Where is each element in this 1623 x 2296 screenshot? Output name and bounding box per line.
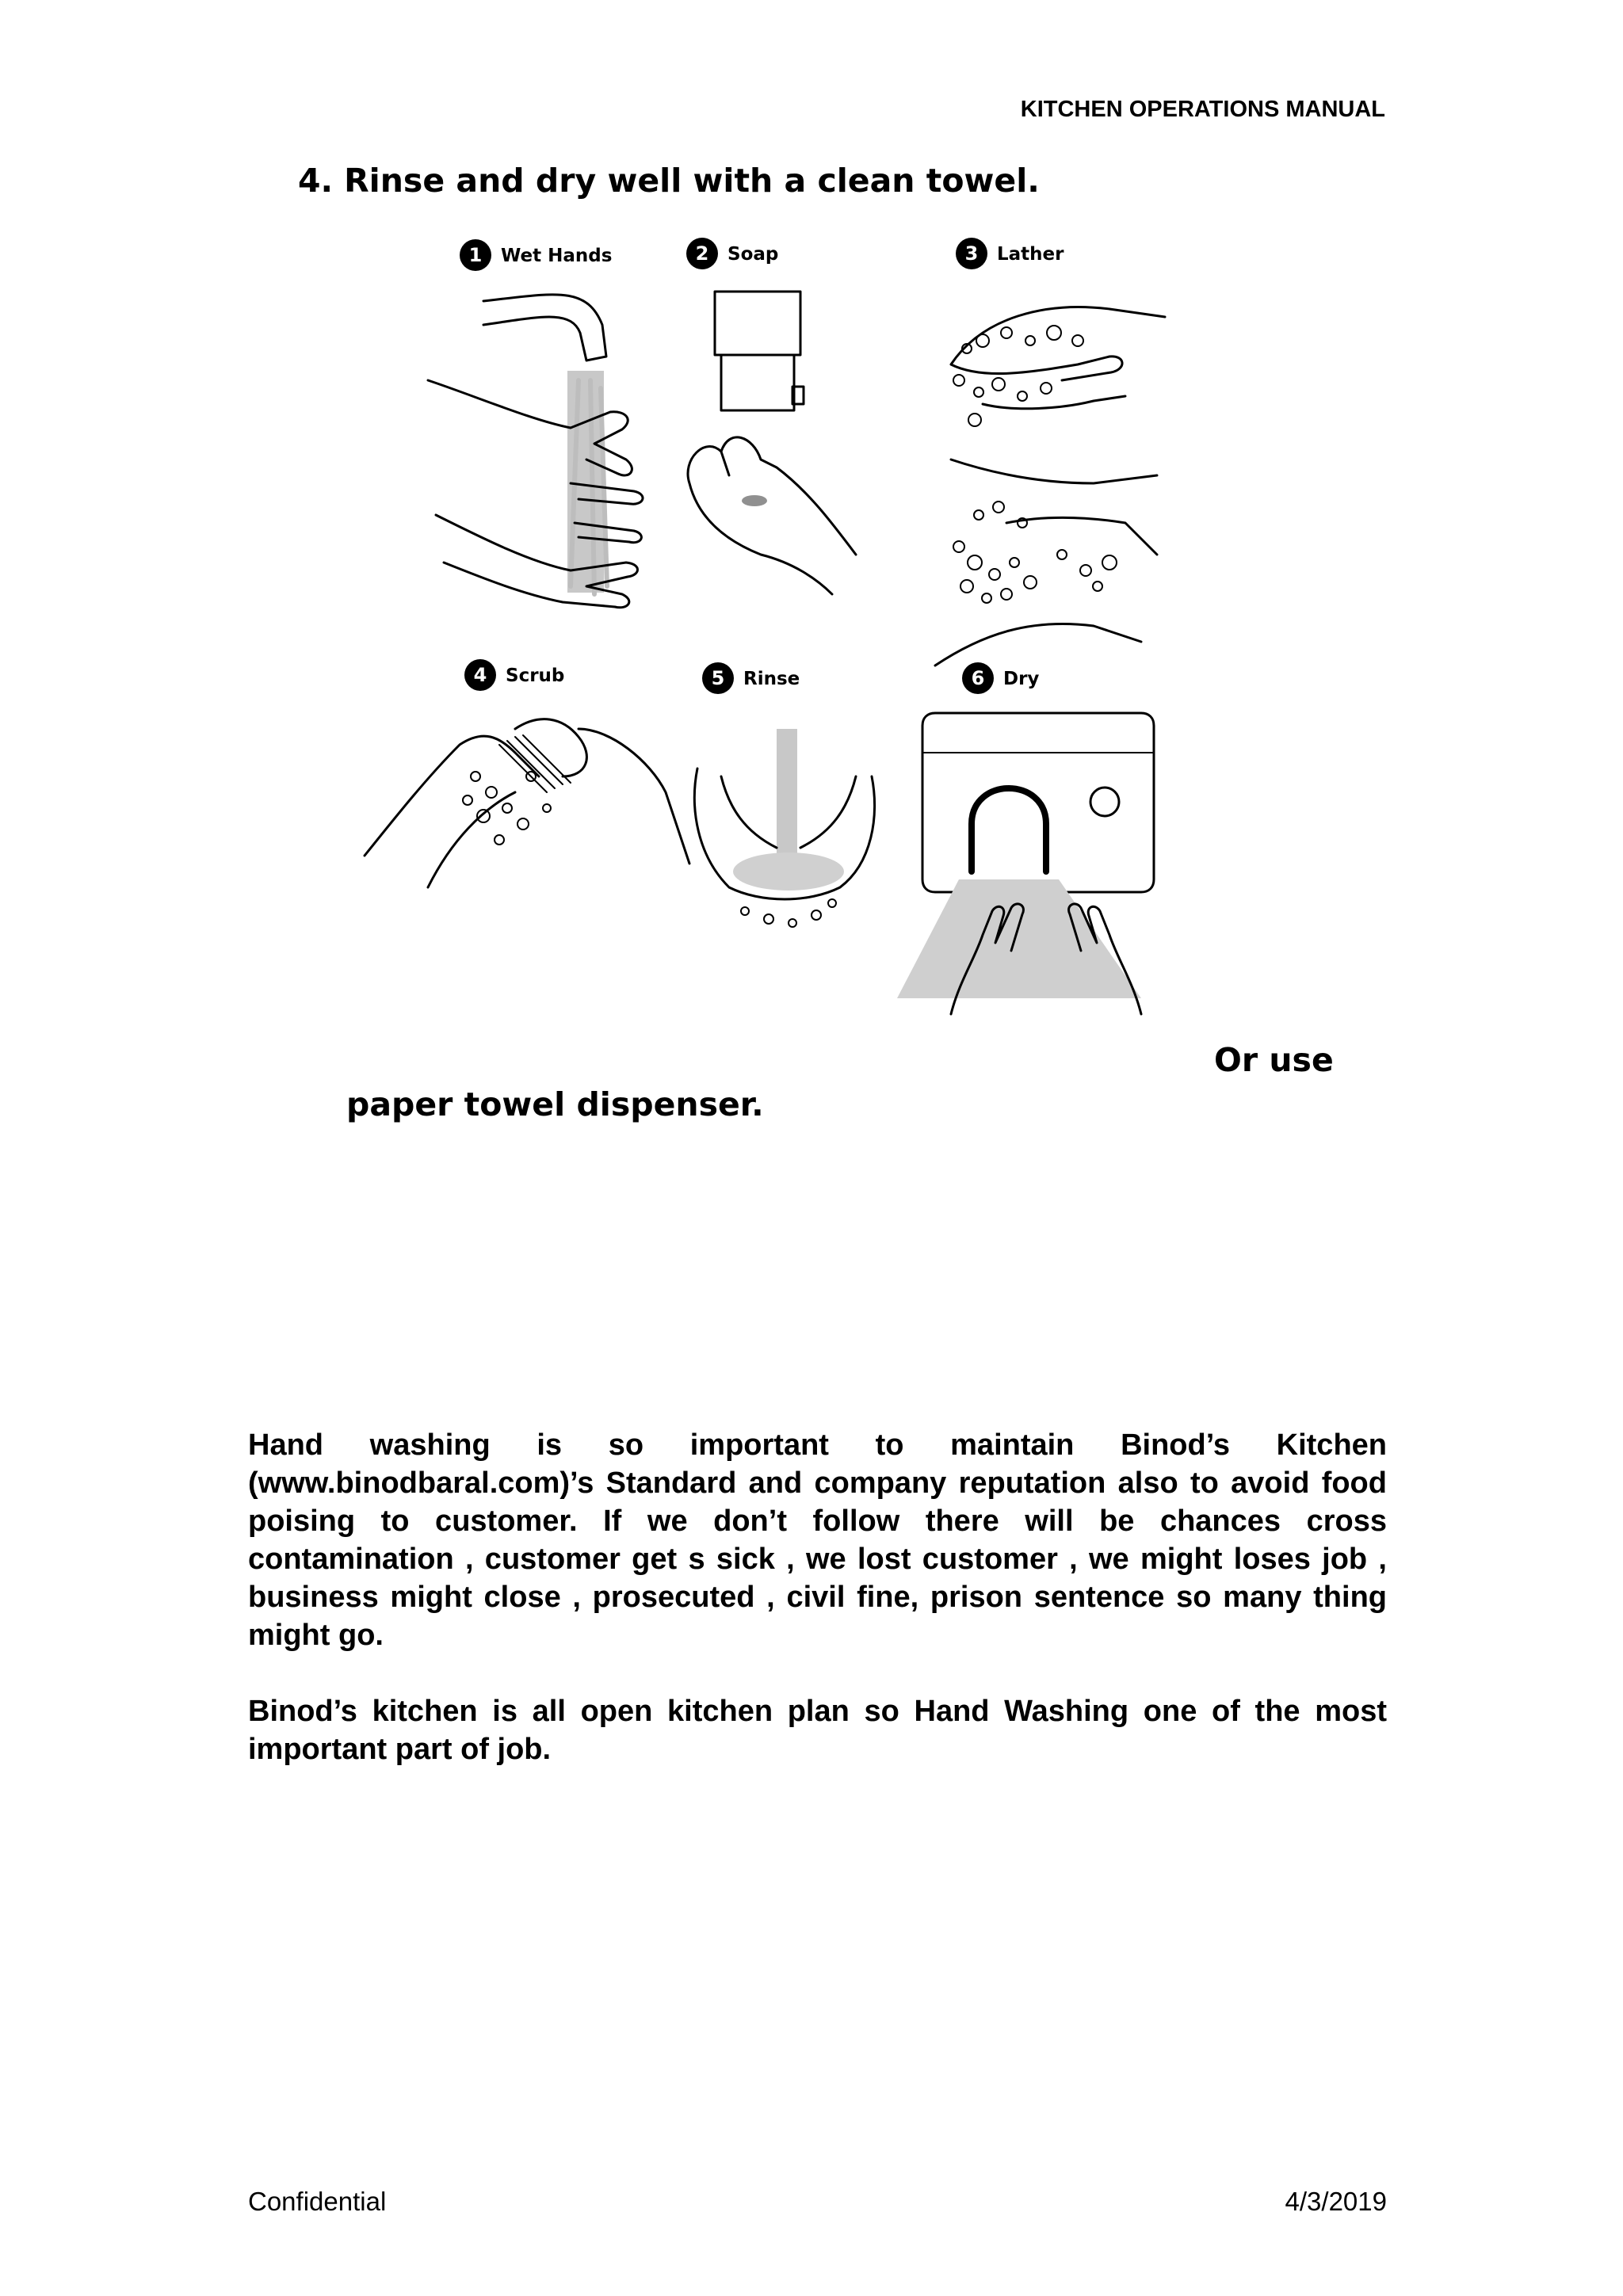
svg-text:3: 3 — [964, 242, 979, 265]
svg-text:Soap: Soap — [727, 244, 779, 265]
svg-text:1: 1 — [468, 244, 483, 266]
panel-lather — [935, 238, 1165, 666]
body-paragraph-1: Hand washing is so important to maintain Binod’s Kitchen (www.binodbaral.com)’s Standard and company reputation also to avoid food poising to customer. If we don’t follow there will be chances cross contamination , customer get s sick , we lost customer , we might loses job , business might close , prosecuted , civil fine, prison sentence so many thing might go. — [248, 1428, 1387, 1652]
svg-text:2: 2 — [695, 242, 709, 265]
svg-text:Lather: Lather — [997, 244, 1064, 265]
body-paragraph-2: Binod’s kitchen is all open kitchen plan so Hand Washing one of the most important part of job. — [248, 1695, 1387, 1766]
step-number: 4. — [298, 162, 334, 200]
alternative-text-line1: Or use — [1214, 1041, 1334, 1079]
panel-rinse — [694, 662, 874, 927]
svg-text:Wet Hands: Wet Hands — [501, 246, 613, 266]
handwashing-illustration — [349, 222, 1205, 1062]
footer-confidential: Confidential — [248, 2187, 387, 2216]
svg-text:4: 4 — [473, 664, 487, 686]
document-header-title: KITCHEN OPERATIONS MANUAL — [1020, 97, 1385, 122]
footer-date: 4/3/2019 — [1285, 2187, 1387, 2216]
step-heading — [298, 162, 1040, 200]
svg-text:6: 6 — [971, 667, 985, 689]
svg-text:Dry: Dry — [1003, 669, 1040, 689]
panel-soap — [686, 238, 856, 594]
svg-text:5: 5 — [711, 667, 725, 689]
step-text: Rinse and dry well with a clean towel. — [344, 162, 1040, 200]
svg-text:Scrub: Scrub — [506, 666, 565, 686]
panel-wet-hands — [428, 239, 643, 608]
svg-text:Rinse: Rinse — [743, 669, 800, 689]
alternative-text-line2: paper towel dispenser. — [346, 1085, 764, 1123]
panel-dry — [897, 662, 1154, 1014]
panel-scrub — [365, 659, 689, 887]
